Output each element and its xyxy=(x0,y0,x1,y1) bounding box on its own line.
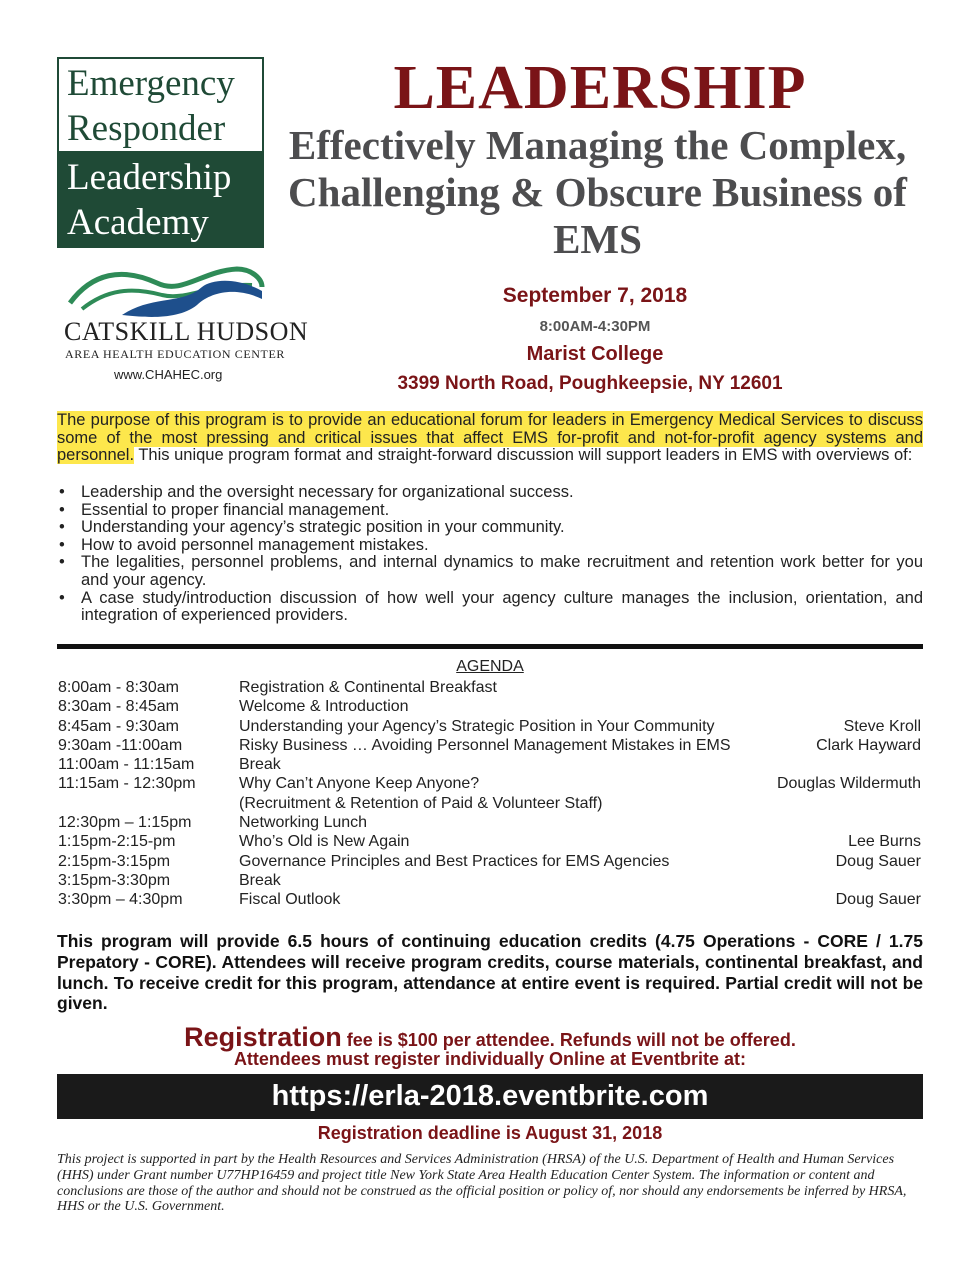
event-address: 3399 North Road, Poughkeepsie, NY 12601 xyxy=(397,373,783,394)
table-row xyxy=(57,755,923,774)
agenda-table xyxy=(57,678,923,910)
table-row xyxy=(57,832,923,851)
agenda-session: Risky Business … Avoiding Personnel Management Mistakes in EMS xyxy=(239,736,731,754)
logo-line: Responder xyxy=(67,108,226,149)
logo-line: Academy xyxy=(67,202,209,243)
logo-line: Leadership xyxy=(67,157,232,198)
academy-logo xyxy=(57,57,264,248)
chahec-subtitle: AREA HEALTH EDUCATION CENTER xyxy=(65,347,286,361)
table-row xyxy=(57,871,923,890)
agenda-time: 8:30am - 8:45am xyxy=(58,698,179,716)
agenda-time: 3:15pm-3:30pm xyxy=(58,871,171,889)
agenda-speaker: Clark Hayward xyxy=(816,736,921,754)
table-row xyxy=(57,774,923,793)
list-item: • Understanding your agency’s strategic position in your community. xyxy=(57,519,923,537)
agenda-time: 12:30pm – 1:15pm xyxy=(58,814,192,832)
eventbrite-link[interactable]: https://erla-2018.eventbrite.com xyxy=(57,1074,923,1119)
agenda-session: Break xyxy=(239,871,281,889)
agenda-time: 3:30pm – 4:30pm xyxy=(58,891,183,909)
agenda-time: 11:15am - 12:30pm xyxy=(58,775,196,793)
event-date: September 7, 2018 xyxy=(502,284,688,307)
table-row xyxy=(57,794,923,813)
agenda-session: Why Can’t Anyone Keep Anyone? xyxy=(239,775,480,793)
hills-river-icon xyxy=(62,265,267,325)
agenda-session: (Recruitment & Retention of Paid & Volunteer Staff) xyxy=(239,794,603,812)
agenda-session: Networking Lunch xyxy=(239,814,368,832)
agenda-time: 11:00am - 11:15am xyxy=(58,756,195,774)
agenda-speaker: Lee Burns xyxy=(848,833,921,851)
agenda-speaker: Doug Sauer xyxy=(835,852,921,870)
agenda-session: Understanding your Agency’s Strategic Position in Your Community xyxy=(239,717,715,735)
registration-fee-text: fee is $100 per attendee. Refunds will not be offered. xyxy=(341,1030,796,1050)
chahec-url[interactable]: www.CHAHEC.org xyxy=(114,367,223,382)
table-row xyxy=(57,717,923,736)
agenda-session: Governance Principles and Best Practices for EMS Agencies xyxy=(239,852,670,870)
agenda-session: Registration & Continental Breakfast xyxy=(239,679,497,696)
agenda-speaker: Douglas Wildermuth xyxy=(776,775,921,793)
table-row xyxy=(57,697,923,716)
logo-bottom-panel xyxy=(59,151,262,246)
agenda-session: Fiscal Outlook xyxy=(239,891,341,909)
table-row xyxy=(57,813,923,832)
page-title: LEADERSHIP xyxy=(393,54,807,122)
credits-text: This program will provide 6.5 hours of continuing education credits (4.75 Operations - CORE / 1.75 Prepatory - CORE). Attendees will receive program credits, course materials, continental breakfast, and lunch. To receive credit for this program, attendance at entire event is required. Partial credit will not be given. xyxy=(57,931,923,1014)
registration-online-text: Attendees must register individually Online at Eventbrite at: xyxy=(233,1049,747,1069)
list-item: • Leadership and the oversight necessary for organizational success. xyxy=(57,484,923,502)
logo-line: Emergency xyxy=(67,63,235,104)
funding-disclaimer: This project is supported in part by the Health Resources and Services Administration (HRSA) of the U.S. Department of Health and Human Services (HHS) under Grant number U77HP16459 and project title New York State Area Health Education Center System. The information or content and conclusions are those of the author and should not be construed as the official position or policy of, nor should any endorsements be inferred by HRSA, HHS or the U.S. Government. xyxy=(57,1152,907,1215)
table-row xyxy=(57,678,923,697)
table-row xyxy=(57,736,923,755)
event-time: 8:00AM-4:30PM xyxy=(539,318,651,335)
page-subtitle xyxy=(275,122,920,263)
table-row xyxy=(57,852,923,871)
list-item: • A case study/introduction discussion of how well your agency culture manages the inclusion, orientation, and integration of experienced providers. xyxy=(57,590,923,625)
list-item: • The legalities, personnel problems, and internal dynamics to make recruitment and retention work better for you and your agency. xyxy=(57,554,923,589)
description-rest: This unique program format and straight-forward discussion will support leaders in EMS with overviews of: xyxy=(134,446,913,465)
agenda-session: Welcome & Introduction xyxy=(239,698,409,716)
chahec-name: CATSKILL HUDSON xyxy=(64,317,309,346)
event-venue: Marist College xyxy=(526,343,664,365)
agenda-session: Who’s Old is New Again xyxy=(239,833,410,851)
table-row xyxy=(57,890,923,909)
agenda-speaker: Steve Kroll xyxy=(843,717,921,735)
chahec-logo xyxy=(62,265,309,390)
logo-top-panel xyxy=(59,59,262,151)
overview-list xyxy=(57,484,923,625)
agenda-session: Break xyxy=(239,756,281,774)
highlighted-purpose: The purpose of this program is to provide an educational forum for leaders in Emergency Medical Services to discuss some of the most pressing and critical issues that affect EMS for-profit and not-for-profit agency systems and personnel. xyxy=(57,411,923,465)
program-description xyxy=(57,412,923,465)
list-item: • How to avoid personnel management mistakes. xyxy=(57,537,923,555)
agenda-speaker: Doug Sauer xyxy=(835,891,921,909)
divider xyxy=(57,644,923,649)
agenda-title: AGENDA xyxy=(456,658,524,675)
subtitle-line: EMS xyxy=(553,216,642,262)
registration-deadline: Registration deadline is August 31, 2018 xyxy=(317,1123,663,1143)
agenda-time: 9:30am -11:00am xyxy=(58,736,183,754)
registration-word: Registration xyxy=(184,1022,342,1052)
subtitle-line: Challenging & Obscure Business of xyxy=(288,169,907,215)
subtitle-line: Effectively Managing the Complex, xyxy=(288,122,907,168)
agenda-time: 1:15pm-2:15-pm xyxy=(58,833,176,851)
agenda-time: 8:45am - 9:30am xyxy=(58,717,179,735)
agenda-time: 8:00am - 8:30am xyxy=(58,679,179,696)
list-item: • Essential to proper financial management. xyxy=(57,502,923,520)
agenda-time: 2:15pm-3:15pm xyxy=(58,852,171,870)
